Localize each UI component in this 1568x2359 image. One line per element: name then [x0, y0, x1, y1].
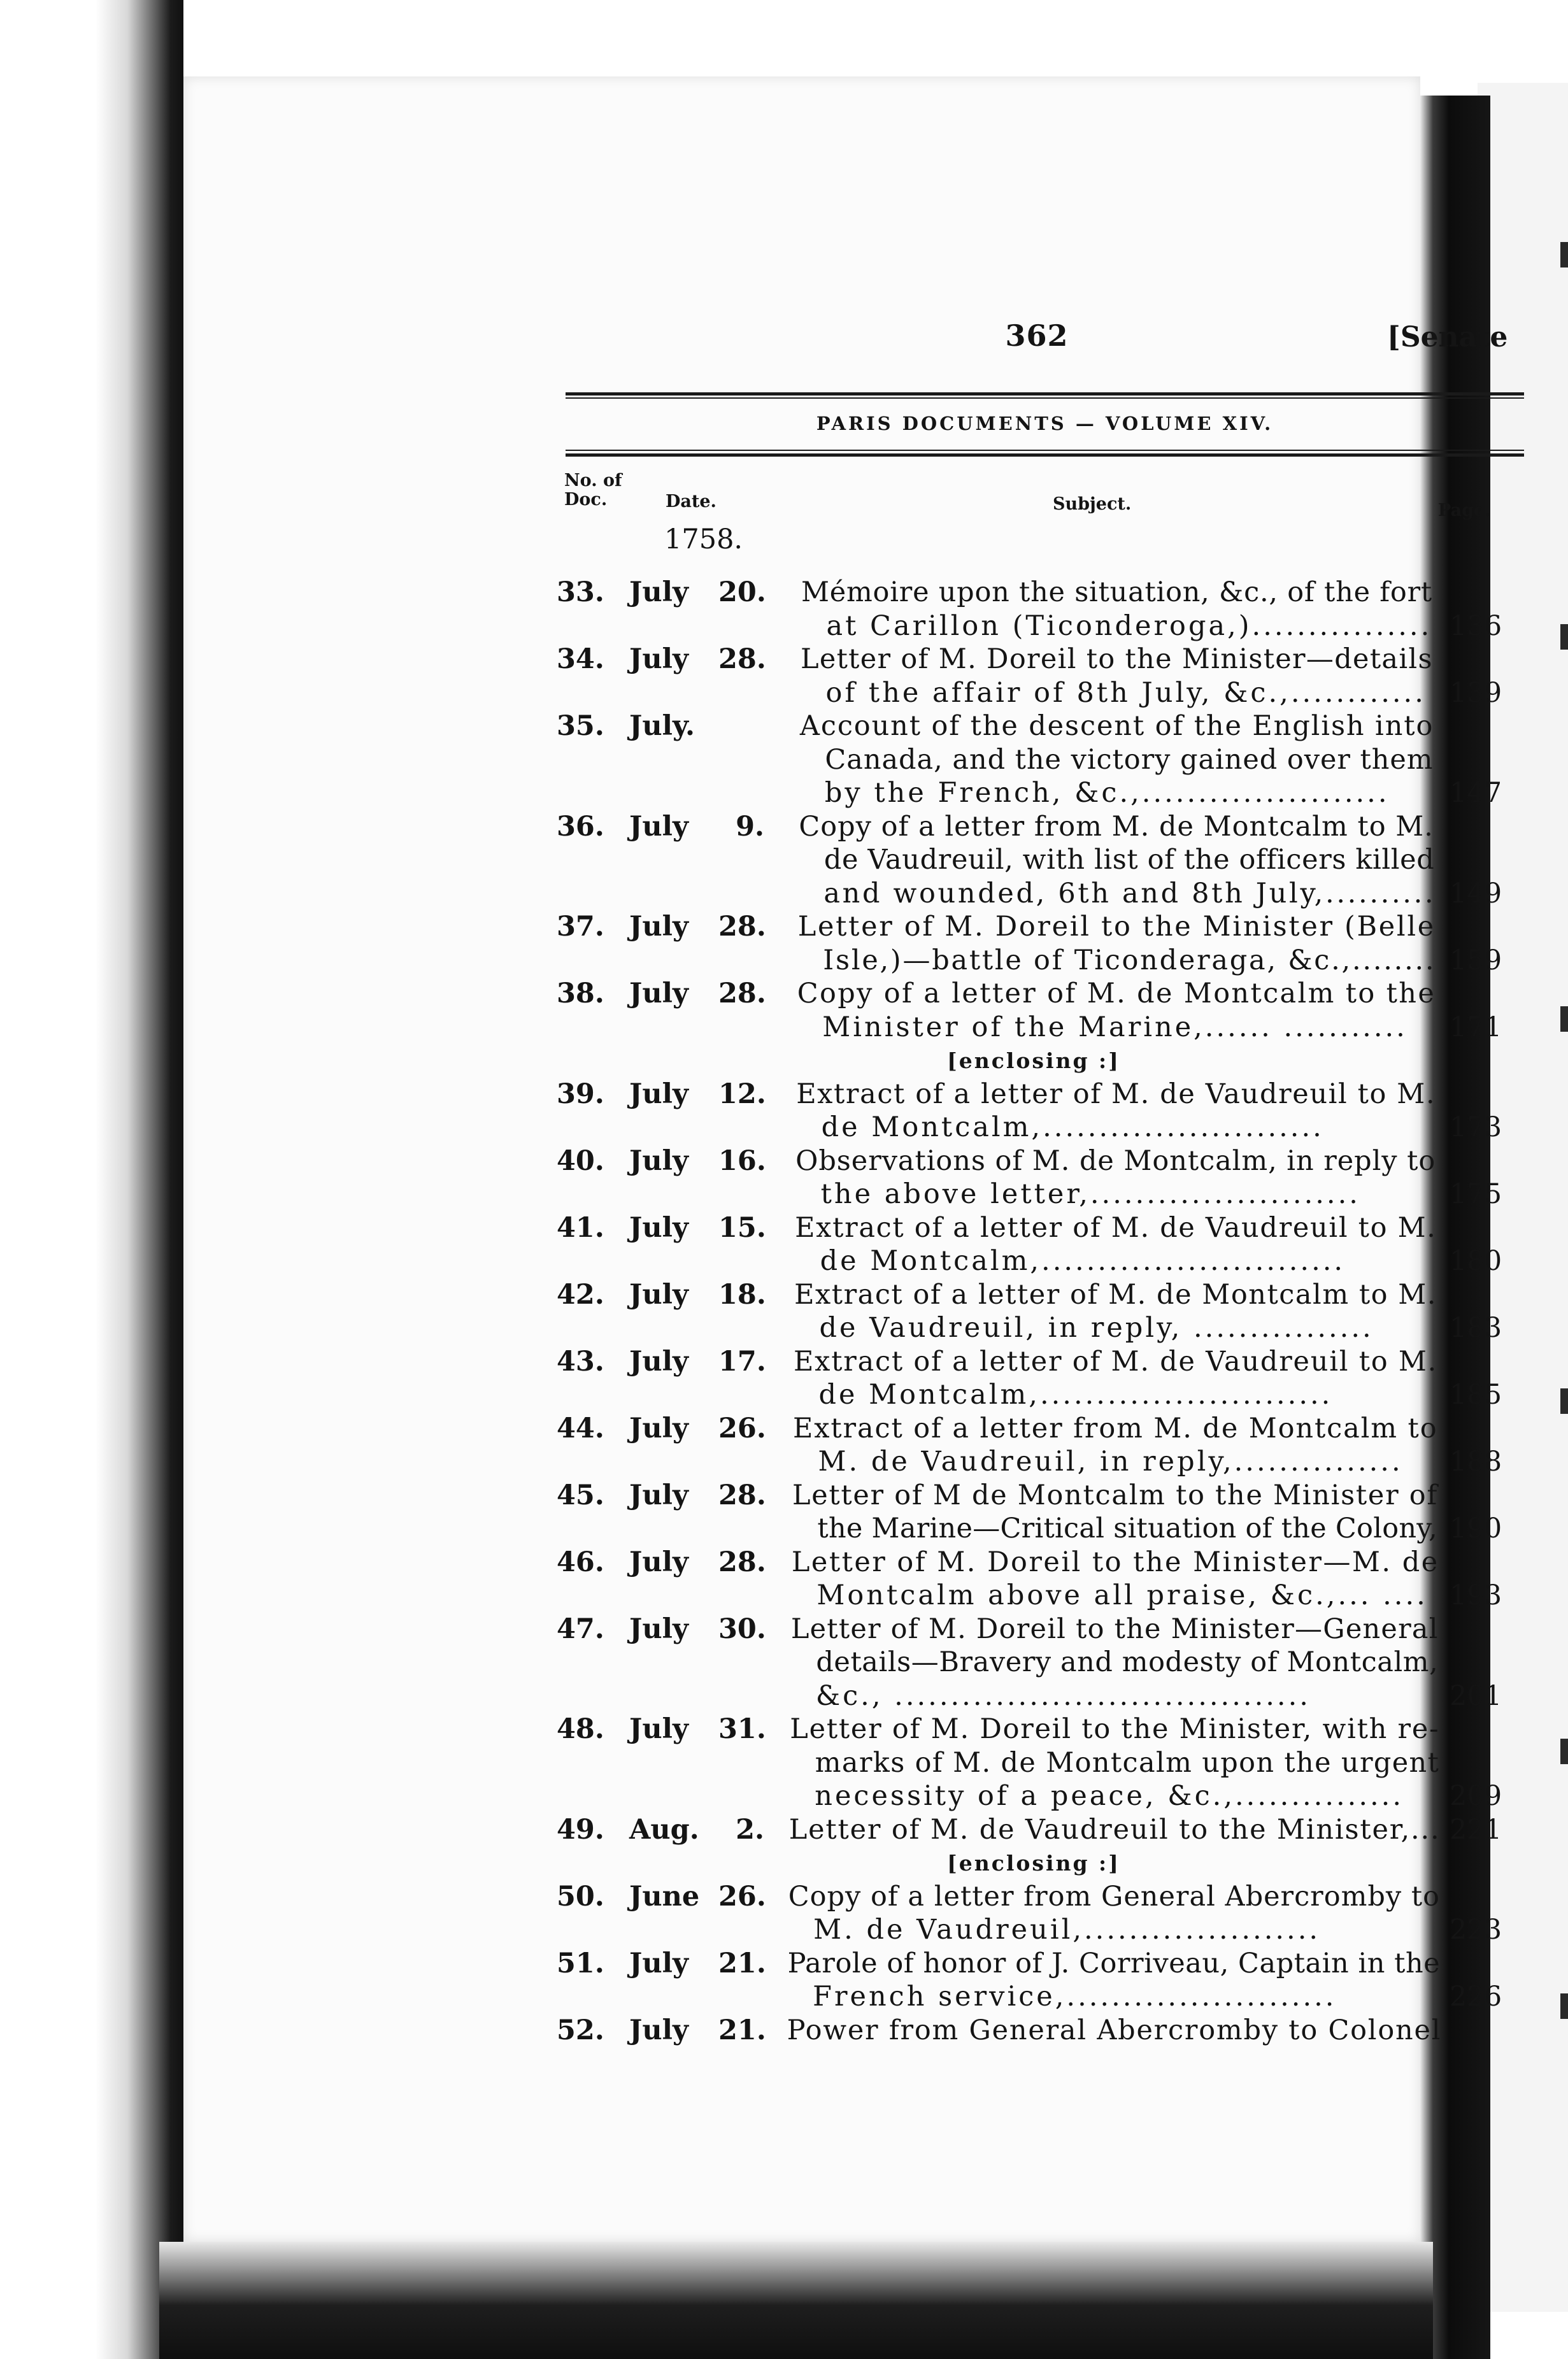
doc-page-ref: 193 [1450, 1579, 1502, 1611]
document-page [183, 76, 1508, 2242]
doc-page-ref: 173 [1450, 1111, 1502, 1143]
doc-subject-line: &c., ..................................... [815, 1679, 1311, 1712]
doc-month: July [629, 1078, 688, 1110]
column-header-doc-no-line2: Doc. [564, 490, 608, 510]
doc-day: 16. [718, 1144, 766, 1177]
doc-subject-line: the above letter,........................ [820, 1178, 1360, 1210]
doc-page-ref: 188 [1450, 1446, 1502, 1478]
doc-subject-line: Extract of a letter of M. de Vaudreuil to M. [796, 1078, 1436, 1110]
doc-number: 36. [557, 810, 604, 843]
doc-day: 21. [718, 2014, 766, 2046]
doc-number: 44. [557, 1412, 604, 1444]
doc-subject-line: by the French, &c.,...................... [824, 777, 1390, 809]
doc-page-ref: 201 [1450, 1679, 1502, 1712]
column-header-page: Page. [1438, 501, 1491, 520]
doc-subject-line: the Marine—Critical situation of the Colony, [817, 1513, 1438, 1544]
doc-day: 31. [718, 1713, 766, 1745]
doc-month: July [629, 1479, 688, 1511]
doc-day: 21. [718, 1947, 766, 1979]
doc-month: July [629, 643, 688, 675]
doc-day: 18. [718, 1278, 766, 1311]
doc-number: 51. [557, 1947, 604, 1979]
doc-subject-line: marks of M. de Montcalm upon the urgent [815, 1746, 1440, 1779]
running-head: [Senate [1387, 321, 1508, 353]
doc-month: Aug. [629, 1813, 699, 1846]
doc-month: July [629, 911, 688, 943]
doc-subject-line: M. de Vaudreuil,..................... [813, 1914, 1321, 1946]
doc-number: 42. [557, 1278, 604, 1311]
doc-number: 47. [557, 1613, 604, 1645]
doc-subject-line: Copy of a letter from M. de Montcalm to M. [799, 810, 1434, 843]
doc-subject-line: Extract of a letter of M. de Montcalm to M. [794, 1278, 1437, 1311]
doc-month: July [629, 1546, 688, 1578]
doc-subject-line: de Vaudreuil, with list of the officers killed [823, 844, 1435, 876]
doc-subject-line: de Montcalm,......................... [821, 1111, 1324, 1143]
column-header-doc-no [564, 471, 622, 510]
doc-month: July [629, 1947, 688, 1979]
doc-subject-line: de Montcalm,.......................... [818, 1379, 1333, 1411]
doc-number: 33. [557, 576, 604, 608]
column-header-doc-no-line1: No. of [564, 471, 622, 490]
doc-subject-line: Parole of honor of J. Corriveau, Captain in the [787, 1947, 1441, 1979]
doc-month: July [629, 1278, 688, 1311]
doc-subject-line: de Vaudreuil, in reply, ................ [819, 1312, 1374, 1344]
doc-month: July [629, 2014, 688, 2046]
heading-rule [566, 450, 1524, 451]
doc-subject-line: details—Bravery and modesty of Montcalm, [816, 1646, 1439, 1678]
doc-page-ref: 180 [1450, 1245, 1502, 1277]
doc-subject-line: Copy of a letter of M. de Montcalm to the [797, 978, 1436, 1009]
doc-month: July [629, 1613, 688, 1645]
doc-subject-line: Letter of M. Doreil to the Minister—details [800, 643, 1433, 675]
doc-day: 12. [718, 1078, 766, 1110]
doc-subject-line: necessity of a peace, &c.,............... [815, 1780, 1404, 1812]
doc-day: 28. [718, 978, 766, 1009]
doc-subject-line: of the affair of 8th July, &c.,............ [825, 676, 1426, 709]
doc-day: 30. [718, 1613, 766, 1645]
doc-subject-line: Account of the descent of the English into [799, 710, 1434, 742]
doc-subject-line: at Carillon (Ticonderoga,)................ [826, 609, 1432, 642]
scan-bottom-border [159, 2242, 1433, 2359]
doc-number: 35. [557, 710, 604, 742]
doc-number: 38. [557, 978, 604, 1009]
doc-page-ref: 159 [1450, 944, 1502, 976]
doc-number: 41. [557, 1211, 604, 1244]
doc-month: July [629, 978, 688, 1009]
doc-number: 39. [557, 1078, 604, 1110]
doc-month: July [629, 1211, 688, 1244]
doc-month: July [629, 1144, 688, 1177]
doc-page-ref: 221 [1450, 1813, 1502, 1846]
page-number: 362 [1005, 318, 1069, 353]
doc-page-ref: 175 [1450, 1178, 1502, 1210]
doc-subject-line: Letter of M. de Vaudreuil to the Minister,... [788, 1813, 1441, 1846]
doc-month: July [629, 1713, 688, 1745]
doc-month: July [629, 810, 688, 843]
doc-page-ref: 226 [1450, 1981, 1502, 2013]
doc-day: 26. [718, 1412, 766, 1444]
doc-subject-line: Mémoire upon the situation, &c., of the fort [801, 576, 1432, 608]
section-heading: PARIS DOCUMENTS — VOLUME XIV. [816, 413, 1274, 434]
enclosing-label: [enclosing :] [947, 1048, 1120, 1073]
doc-subject-line: Letter of M de Montcalm to the Minister of [792, 1479, 1438, 1511]
scan-left-border [0, 0, 183, 2359]
doc-number: 50. [557, 1880, 604, 1913]
heading-rule [566, 453, 1524, 457]
doc-day: 28. [718, 643, 766, 675]
doc-day: 15. [718, 1211, 766, 1244]
doc-day: 9. [736, 810, 764, 843]
doc-number: 52. [557, 2014, 604, 2046]
doc-month: July [629, 1345, 688, 1378]
column-header-date: Date. [666, 492, 716, 511]
doc-page-ref: 149 [1450, 877, 1502, 909]
year-label: 1758. [664, 524, 743, 555]
doc-day: 26. [718, 1880, 766, 1913]
doc-subject-line: Canada, and the victory gained over them [825, 743, 1434, 776]
doc-subject-line: de Montcalm,........................... [820, 1245, 1346, 1277]
doc-number: 37. [557, 911, 604, 943]
doc-day: 28. [718, 1479, 766, 1511]
doc-page-ref: 185 [1450, 1379, 1502, 1411]
doc-subject-line: Letter of M. Doreil to the Minister—General [790, 1613, 1439, 1645]
doc-subject-line: Letter of M. Doreil to the Minister, with re- [790, 1713, 1440, 1745]
doc-number: 43. [557, 1345, 604, 1378]
doc-page-ref: 183 [1450, 1312, 1502, 1344]
doc-subject-line: Observations of M. de Montcalm, in reply to [795, 1144, 1436, 1177]
doc-subject-line: M. de Vaudreuil, in reply,............... [818, 1446, 1403, 1478]
doc-page-ref: 136 [1450, 609, 1502, 642]
doc-subject-line: Letter of M. Doreil to the Minister (Belle [797, 911, 1436, 943]
doc-subject-line: Isle,)—battle of Ticonderaga, &c.,........ [823, 944, 1436, 976]
doc-page-ref: 209 [1450, 1780, 1502, 1812]
header-rule [566, 397, 1524, 399]
doc-page-ref: 223 [1450, 1914, 1502, 1946]
doc-day: 17. [718, 1345, 766, 1378]
doc-month: July [629, 1412, 688, 1444]
doc-page-ref: 139 [1450, 676, 1502, 709]
doc-day: 20. [718, 576, 766, 608]
doc-subject-line: Extract of a letter from M. de Montcalm to [792, 1412, 1438, 1444]
doc-number: 45. [557, 1479, 604, 1511]
doc-number: 48. [557, 1713, 604, 1745]
doc-month: July [629, 576, 688, 608]
doc-page-ref: 171 [1450, 1011, 1502, 1043]
doc-subject-line: French service,........................ [813, 1981, 1337, 2013]
doc-month: July. [629, 710, 695, 742]
doc-page-ref: 147 [1450, 777, 1502, 809]
doc-subject-line: Copy of a letter from General Abercromby to [788, 1880, 1441, 1913]
doc-page-ref: 190 [1450, 1513, 1502, 1544]
doc-subject-line: Extract of a letter of M. de Vaudreuil to M. [795, 1211, 1437, 1244]
enclosing-label: [enclosing :] [947, 1851, 1120, 1876]
doc-number: 40. [557, 1144, 604, 1177]
doc-subject-line: Montcalm above all praise, &c.,... .... [816, 1579, 1428, 1611]
doc-day: 2. [736, 1813, 764, 1846]
doc-month: June [629, 1880, 700, 1913]
doc-number: 46. [557, 1546, 604, 1578]
column-header-subject: Subject. [1053, 494, 1132, 514]
doc-day: 28. [718, 1546, 766, 1578]
doc-number: 49. [557, 1813, 604, 1846]
doc-subject-line: Power from General Abercromby to Colonel [787, 2014, 1442, 2046]
doc-number: 34. [557, 643, 604, 675]
header-rule [566, 392, 1524, 396]
doc-subject-line: Minister of the Marine,...... ........... [822, 1011, 1408, 1043]
doc-subject-line: Letter of M. Doreil to the Minister—M. de [791, 1546, 1439, 1578]
doc-subject-line: and wounded, 6th and 8th July,.......... [823, 877, 1436, 909]
doc-day: 28. [718, 911, 766, 943]
doc-subject-line: Extract of a letter of M. de Vaudreuil to M. [794, 1345, 1438, 1378]
